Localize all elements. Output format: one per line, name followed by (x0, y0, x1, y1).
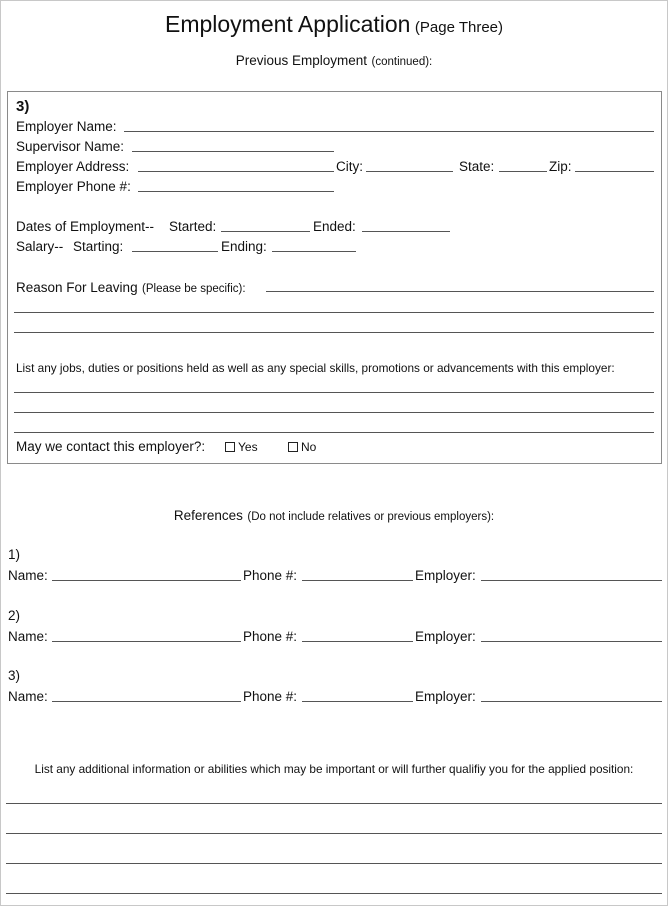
employer-name-label: Employer Name: (16, 119, 117, 134)
employment-number: 3) (16, 98, 30, 115)
additional-line-2[interactable] (6, 833, 662, 834)
dates-label: Dates of Employment-- (16, 219, 155, 234)
reason-text: Reason For Leaving (16, 280, 138, 295)
additional-line-1[interactable] (6, 803, 662, 804)
reference-employer-label: Employer: (415, 568, 476, 583)
references-title: References (173, 508, 243, 523)
duties-line-2[interactable] (14, 412, 654, 413)
employer-phone-label: Employer Phone #: (16, 179, 131, 194)
supervisor-name-field[interactable] (132, 151, 334, 152)
additional-prompt: List any additional information or abilities which may be important or will further qualifiy you for the applied position: (34, 762, 634, 776)
reference-phone-label: Phone #: (243, 568, 298, 583)
reference-employer-field[interactable] (481, 701, 662, 702)
duties-prompt: List any jobs, duties or positions held as well as any special skills, promotions or advancements with this employer: (16, 361, 615, 375)
reference-employer-label: Employer: (415, 689, 476, 704)
reference-number: 2) (8, 608, 21, 623)
starting-label: Starting: (73, 239, 124, 254)
title-subtitle: (Page Three) (414, 19, 504, 36)
reason-line-3[interactable] (14, 332, 654, 333)
reference-name-label: Name: (8, 568, 48, 583)
employer-name-field[interactable] (124, 131, 654, 132)
duties-line-1[interactable] (14, 392, 654, 393)
additional-line-3[interactable] (6, 863, 662, 864)
reason-line-2[interactable] (14, 312, 654, 313)
yes-label: Yes (238, 440, 258, 454)
additional-line-4[interactable] (6, 893, 662, 894)
supervisor-name-label: Supervisor Name: (16, 139, 125, 154)
page-title (0, 11, 668, 38)
section-title: Previous Employment (235, 53, 368, 68)
reference-name-label: Name: (8, 689, 48, 704)
reference-phone-field[interactable] (302, 580, 413, 581)
reference-name-field[interactable] (52, 641, 241, 642)
reference-employer-field[interactable] (481, 580, 662, 581)
references-heading (0, 507, 668, 525)
reference-phone-field[interactable] (302, 641, 413, 642)
zip-field[interactable] (575, 171, 654, 172)
contact-label: May we contact this employer?: (16, 439, 206, 454)
reference-employer-label: Employer: (415, 629, 476, 644)
no-label: No (301, 440, 317, 454)
salary-label: Salary-- (16, 239, 64, 254)
ended-field[interactable] (362, 231, 450, 232)
reference-name-label: Name: (8, 629, 48, 644)
reference-name-field[interactable] (52, 701, 241, 702)
city-field[interactable] (366, 171, 453, 172)
employer-phone-field[interactable] (138, 191, 334, 192)
state-field[interactable] (499, 171, 547, 172)
reference-number: 3) (8, 668, 21, 683)
no-checkbox[interactable] (288, 442, 298, 452)
state-label: State: (459, 159, 495, 174)
started-field[interactable] (221, 231, 310, 232)
contact-yes-option[interactable] (225, 440, 258, 454)
contact-no-option[interactable] (288, 440, 316, 454)
section-heading (0, 52, 668, 70)
reason-note: (Please be specific): (142, 283, 246, 295)
section-note: (continued): (371, 56, 433, 68)
title-text: Employment Application (164, 11, 411, 37)
started-label: Started: (169, 219, 217, 234)
reason-label (16, 279, 246, 297)
reference-phone-label: Phone #: (243, 629, 298, 644)
duties-line-3[interactable] (14, 432, 654, 433)
yes-checkbox[interactable] (225, 442, 235, 452)
city-label: City: (336, 159, 363, 174)
employer-address-field[interactable] (138, 171, 334, 172)
references-note: (Do not include relatives or previous employers): (247, 511, 495, 523)
reason-field[interactable] (266, 291, 654, 292)
ended-label: Ended: (313, 219, 356, 234)
reference-employer-field[interactable] (481, 641, 662, 642)
ending-label: Ending: (221, 239, 267, 254)
reference-phone-label: Phone #: (243, 689, 298, 704)
zip-label: Zip: (549, 159, 572, 174)
reference-name-field[interactable] (52, 580, 241, 581)
employer-address-label: Employer Address: (16, 159, 130, 174)
starting-salary-field[interactable] (132, 251, 218, 252)
reference-phone-field[interactable] (302, 701, 413, 702)
reference-number: 1) (8, 547, 21, 562)
ending-salary-field[interactable] (272, 251, 356, 252)
